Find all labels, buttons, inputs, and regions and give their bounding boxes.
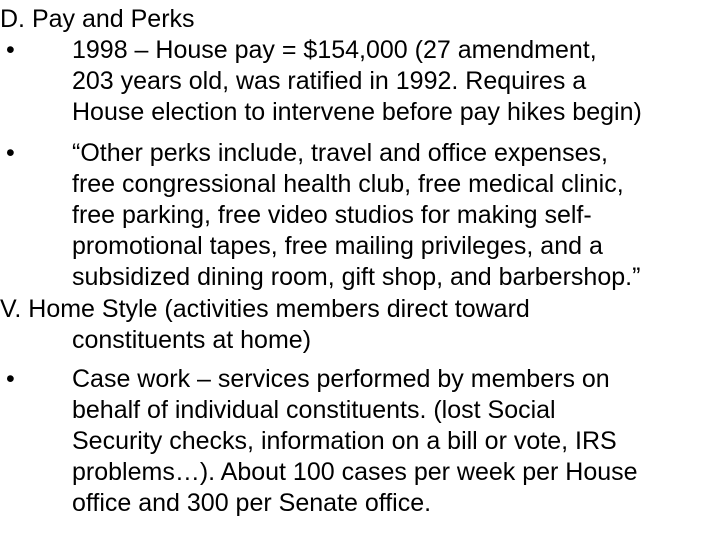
section-v-heading-line-2: constituents at home)	[72, 326, 312, 354]
bullet-2-line-4: promotional tapes, free mailing privileges, and a	[72, 232, 603, 260]
section-v-heading-line-1: V. Home Style (activities members direct toward	[0, 295, 530, 323]
bullet-2-line-1: “Other perks include, travel and office expenses,	[72, 139, 608, 167]
bullet-marker: •	[6, 36, 15, 64]
bullet-marker: •	[6, 139, 15, 167]
bullet-2-line-3: free parking, free video studios for making self-	[72, 201, 592, 229]
bullet-2-line-2: free congressional health club, free medical clinic,	[72, 170, 624, 198]
bullet-1-line-1: 1998 – House pay = $154,000 (27 amendment,	[72, 36, 597, 64]
bullet-3-line-2: behalf of individual constituents. (lost Social	[72, 396, 556, 424]
bullet-3-line-5: office and 300 per Senate office.	[72, 489, 432, 517]
bullet-1-line-3: House election to intervene before pay hikes begin)	[72, 98, 642, 126]
bullet-3-line-4: problems…). About 100 cases per week per House	[72, 458, 638, 486]
section-d-heading: D. Pay and Perks	[0, 5, 195, 33]
bullet-marker: •	[6, 365, 15, 393]
bullet-2-line-5: subsidized dining room, gift shop, and barbershop.”	[72, 263, 641, 291]
bullet-3-line-3: Security checks, information on a bill or vote, IRS	[72, 427, 617, 455]
bullet-3-line-1: Case work – services performed by members on	[72, 365, 610, 393]
bullet-1-line-2: 203 years old, was ratified in 1992. Requires a	[72, 67, 587, 95]
